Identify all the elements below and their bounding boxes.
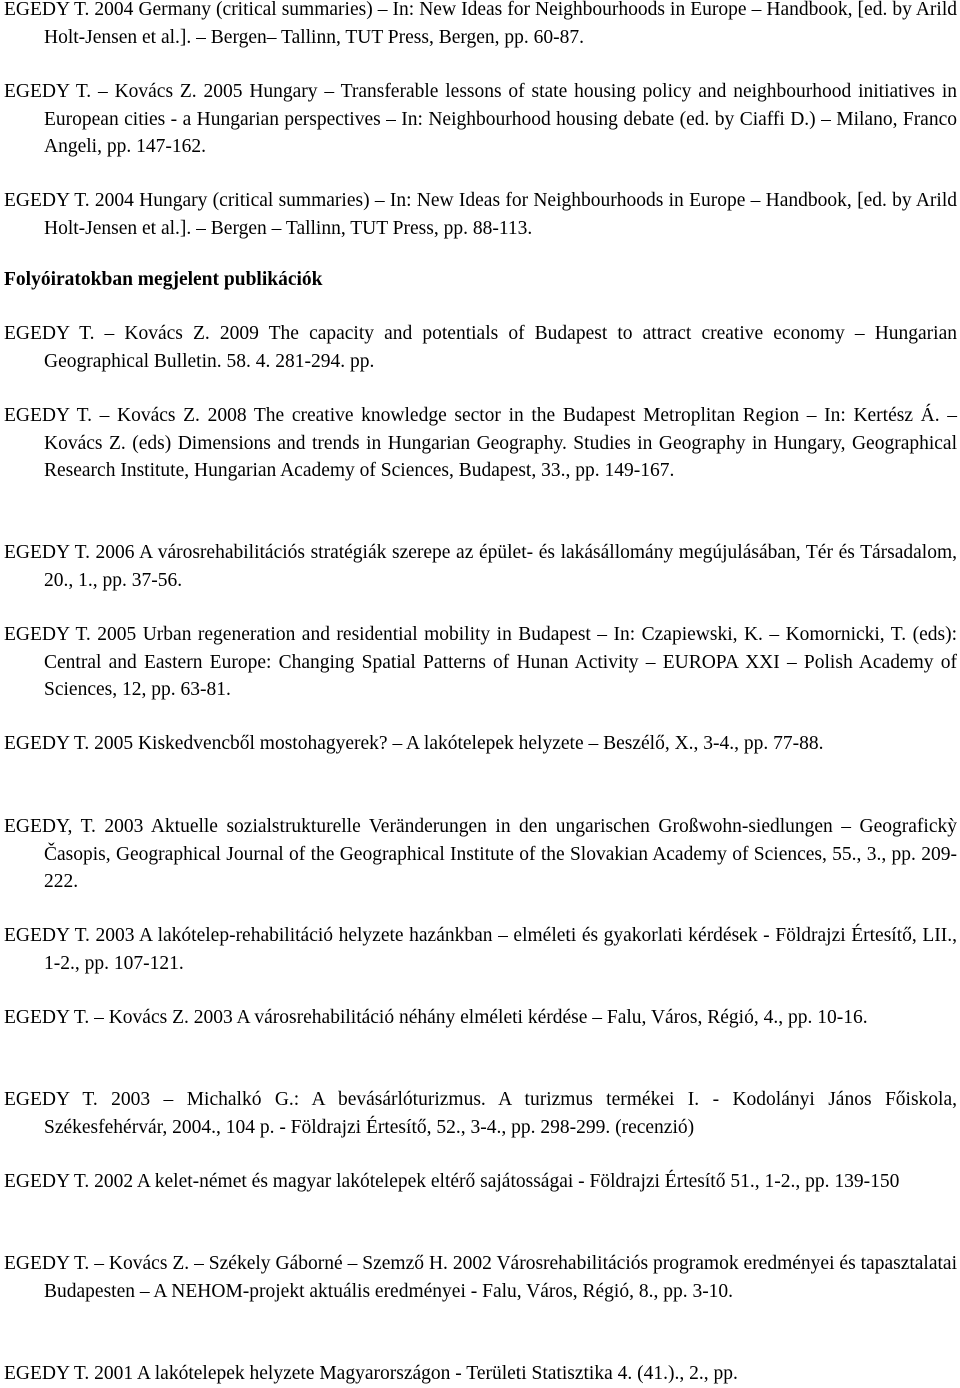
reference-entry: EGEDY T. 2005 Kiskedvencből mostohagyerek? – A lakótelepek helyzete – Beszélő, X., 3-4., pp. 77-88. [4,733,824,754]
reference-entry: EGEDY, T. 2003 Aktuelle sozialstrukturelle Veränderungen in den ungarischen Großwohn-siedlungen – Geografickỳ Časopis, Geographical Journal of the Geographical Institute of the Slovakian Academy of Sciences, 55., 3., pp. 209-222. [4,816,957,892]
reference-entry: EGEDY T. 2002 A kelet-német és magyar lakótelepek eltérő sajátosságai - Földrajzi Értesítő 51., 1-2., pp. 139-150 [4,1171,900,1192]
reference-entry: EGEDY T. – Kovács Z. 2005 Hungary – Transferable lessons of state housing policy and neighbourhood initiatives in European cities - a Hungarian perspectives – In: Neighbourhood housing debate (ed. by Ciaffi D.) – Milano, Franco Angeli, pp. 147-162. [4,81,957,157]
reference-entry: EGEDY T. – Kovács Z. 2008 The creative knowledge sector in the Budapest Metroplitan Region – In: Kertész Á. – Kovács Z. (eds) Dimensions and trends in Hungarian Geography. Studies in Geography in Hungary, Geographical Research Institute, Hungarian Academy of Sciences, Budapest, 33., pp. 149-167. [4,405,957,481]
reference-entry: EGEDY T. – Kovács Z. 2009 The capacity and potentials of Budapest to attract creative economy – Hungarian Geographical Bulletin. 58. 4. 281-294. pp. [4,323,957,372]
reference-entry: EGEDY T. 2003 – Michalkó G.: A bevásárlóturizmus. A turizmus termékei I. - Kodolányi János Főiskola, Székesfehérvár, 2004., 104 p. - Földrajzi Értesítő, 52., 3-4., pp. 298-299. (recenzió) [4,1089,957,1138]
reference-entry: EGEDY T. – Kovács Z. 2003 A városrehabilitáció néhány elméleti kérdése – Falu, Város, Régió, 4., pp. 10-16. [4,1007,868,1028]
reference-entry: EGEDY T. 2004 Germany (critical summaries) – In: New Ideas for Neighbourhoods in Europe – Handbook, [ed. by Arild Holt-Jensen et al.]. – Bergen– Tallinn, TUT Press, Bergen, pp. 60-87. [4,0,957,48]
reference-entry: EGEDY T. – Kovács Z. – Székely Gáborné – Szemző H. 2002 Városrehabilitációs programok eredményei és tapasztalatai Budapesten – A NEHOM-projekt aktuális eredményei - Falu, Város, Régió, 8., pp. 3-10. [4,1253,957,1302]
reference-entry: EGEDY T. 2006 A városrehabilitációs stratégiák szerepe az épület- és lakásállomány megújulásában, Tér és Társadalom, 20., 1., pp. 37-56. [4,542,957,591]
section-heading: Folyóiratokban megjelent publikációk [4,269,323,290]
reference-entry: EGEDY T. 2004 Hungary (critical summaries) – In: New Ideas for Neighbourhoods in Europe – Handbook, [ed. by Arild Holt-Jensen et al.]. – Bergen – Tallinn, TUT Press, pp. 88-113. [4,190,957,239]
reference-entry: EGEDY T. 2001 A lakótelepek helyzete Magyarországon - Területi Statisztika 4. (41.)., 2., pp. [4,1363,738,1384]
reference-entry: EGEDY T. 2005 Urban regeneration and residential mobility in Budapest – In: Czapiewski, K. – Komornicki, T. (eds): Central and Eastern Europe: Changing Spatial Patterns of Hunan Activity – EUROPA XXI – Polish Academy of Sciences, 12, pp. 63-81. [4,624,957,700]
reference-entry: EGEDY T. 2003 A lakótelep-rehabilitáció helyzete hazánkban – elméleti és gyakorlati kérdések - Földrajzi Értesítő, LII., 1-2., pp. 107-121. [4,925,957,974]
